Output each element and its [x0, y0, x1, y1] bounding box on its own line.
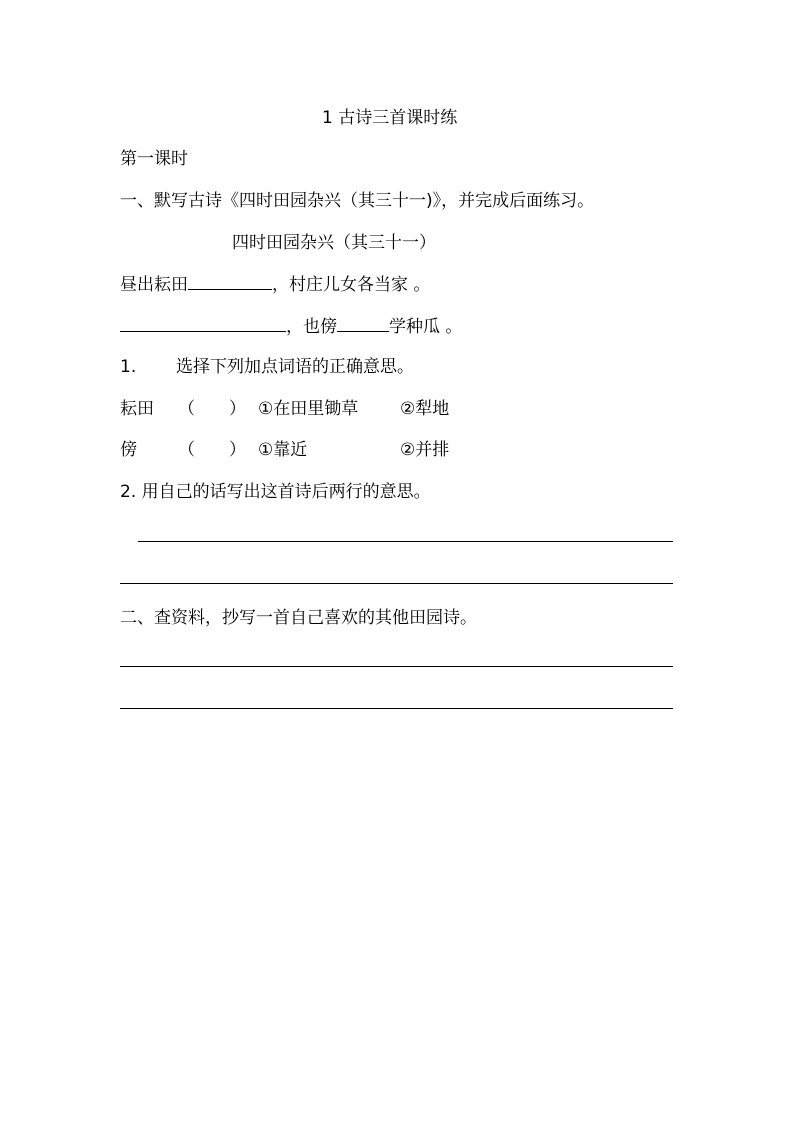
q1-text: 选择下列加点词语的正确意思。: [176, 357, 414, 377]
poem-line-1-start: 昼出耘田: [120, 275, 188, 295]
poem-line-2-middle: ，也傍: [286, 317, 337, 337]
section2-answer-line[interactable]: [120, 708, 673, 709]
poem-line-2: [120, 315, 462, 338]
poem-blank-1[interactable]: [188, 273, 272, 290]
poem-line-1-end: ，村庄儿女各当家 。: [272, 275, 431, 295]
q1-number: 1.: [120, 357, 137, 377]
poem-blank-3[interactable]: [337, 315, 389, 332]
q1-row-option-1: ①在田里锄草: [258, 399, 359, 419]
q1-row-paren[interactable]: （ ）: [178, 399, 246, 419]
q1-row-option-2: ②犁地: [400, 399, 450, 419]
section2-heading: 二、查资料，抄写一首自己喜欢的其他田园诗。: [120, 608, 477, 628]
page-title: 1 古诗三首课时练: [322, 108, 458, 128]
section2-answer-line[interactable]: [120, 666, 673, 667]
q2-answer-line[interactable]: [120, 583, 673, 584]
q1-row-word: 耘田: [120, 399, 154, 419]
poem-blank-2[interactable]: [120, 315, 286, 332]
q1-row-paren[interactable]: （ ）: [178, 440, 246, 460]
q1-row-option-2: ②并排: [400, 440, 450, 460]
section1-heading: 一、默写古诗《四时田园杂兴（其三十一)》，并完成后面练习。: [120, 191, 595, 211]
poem-line-1: [120, 273, 430, 296]
q1-row-word: 傍: [120, 440, 137, 460]
q2-text: 2. 用自己的话写出这首诗后两行的意思。: [120, 482, 431, 502]
lesson-label: 第一课时: [120, 149, 188, 169]
poem-line-2-end: 学种瓜 。: [389, 317, 463, 337]
poem-title: 四时田园杂兴（其三十一）: [232, 233, 436, 253]
q1-row-option-1: ①靠近: [258, 440, 308, 460]
q2-answer-line[interactable]: [138, 541, 673, 542]
